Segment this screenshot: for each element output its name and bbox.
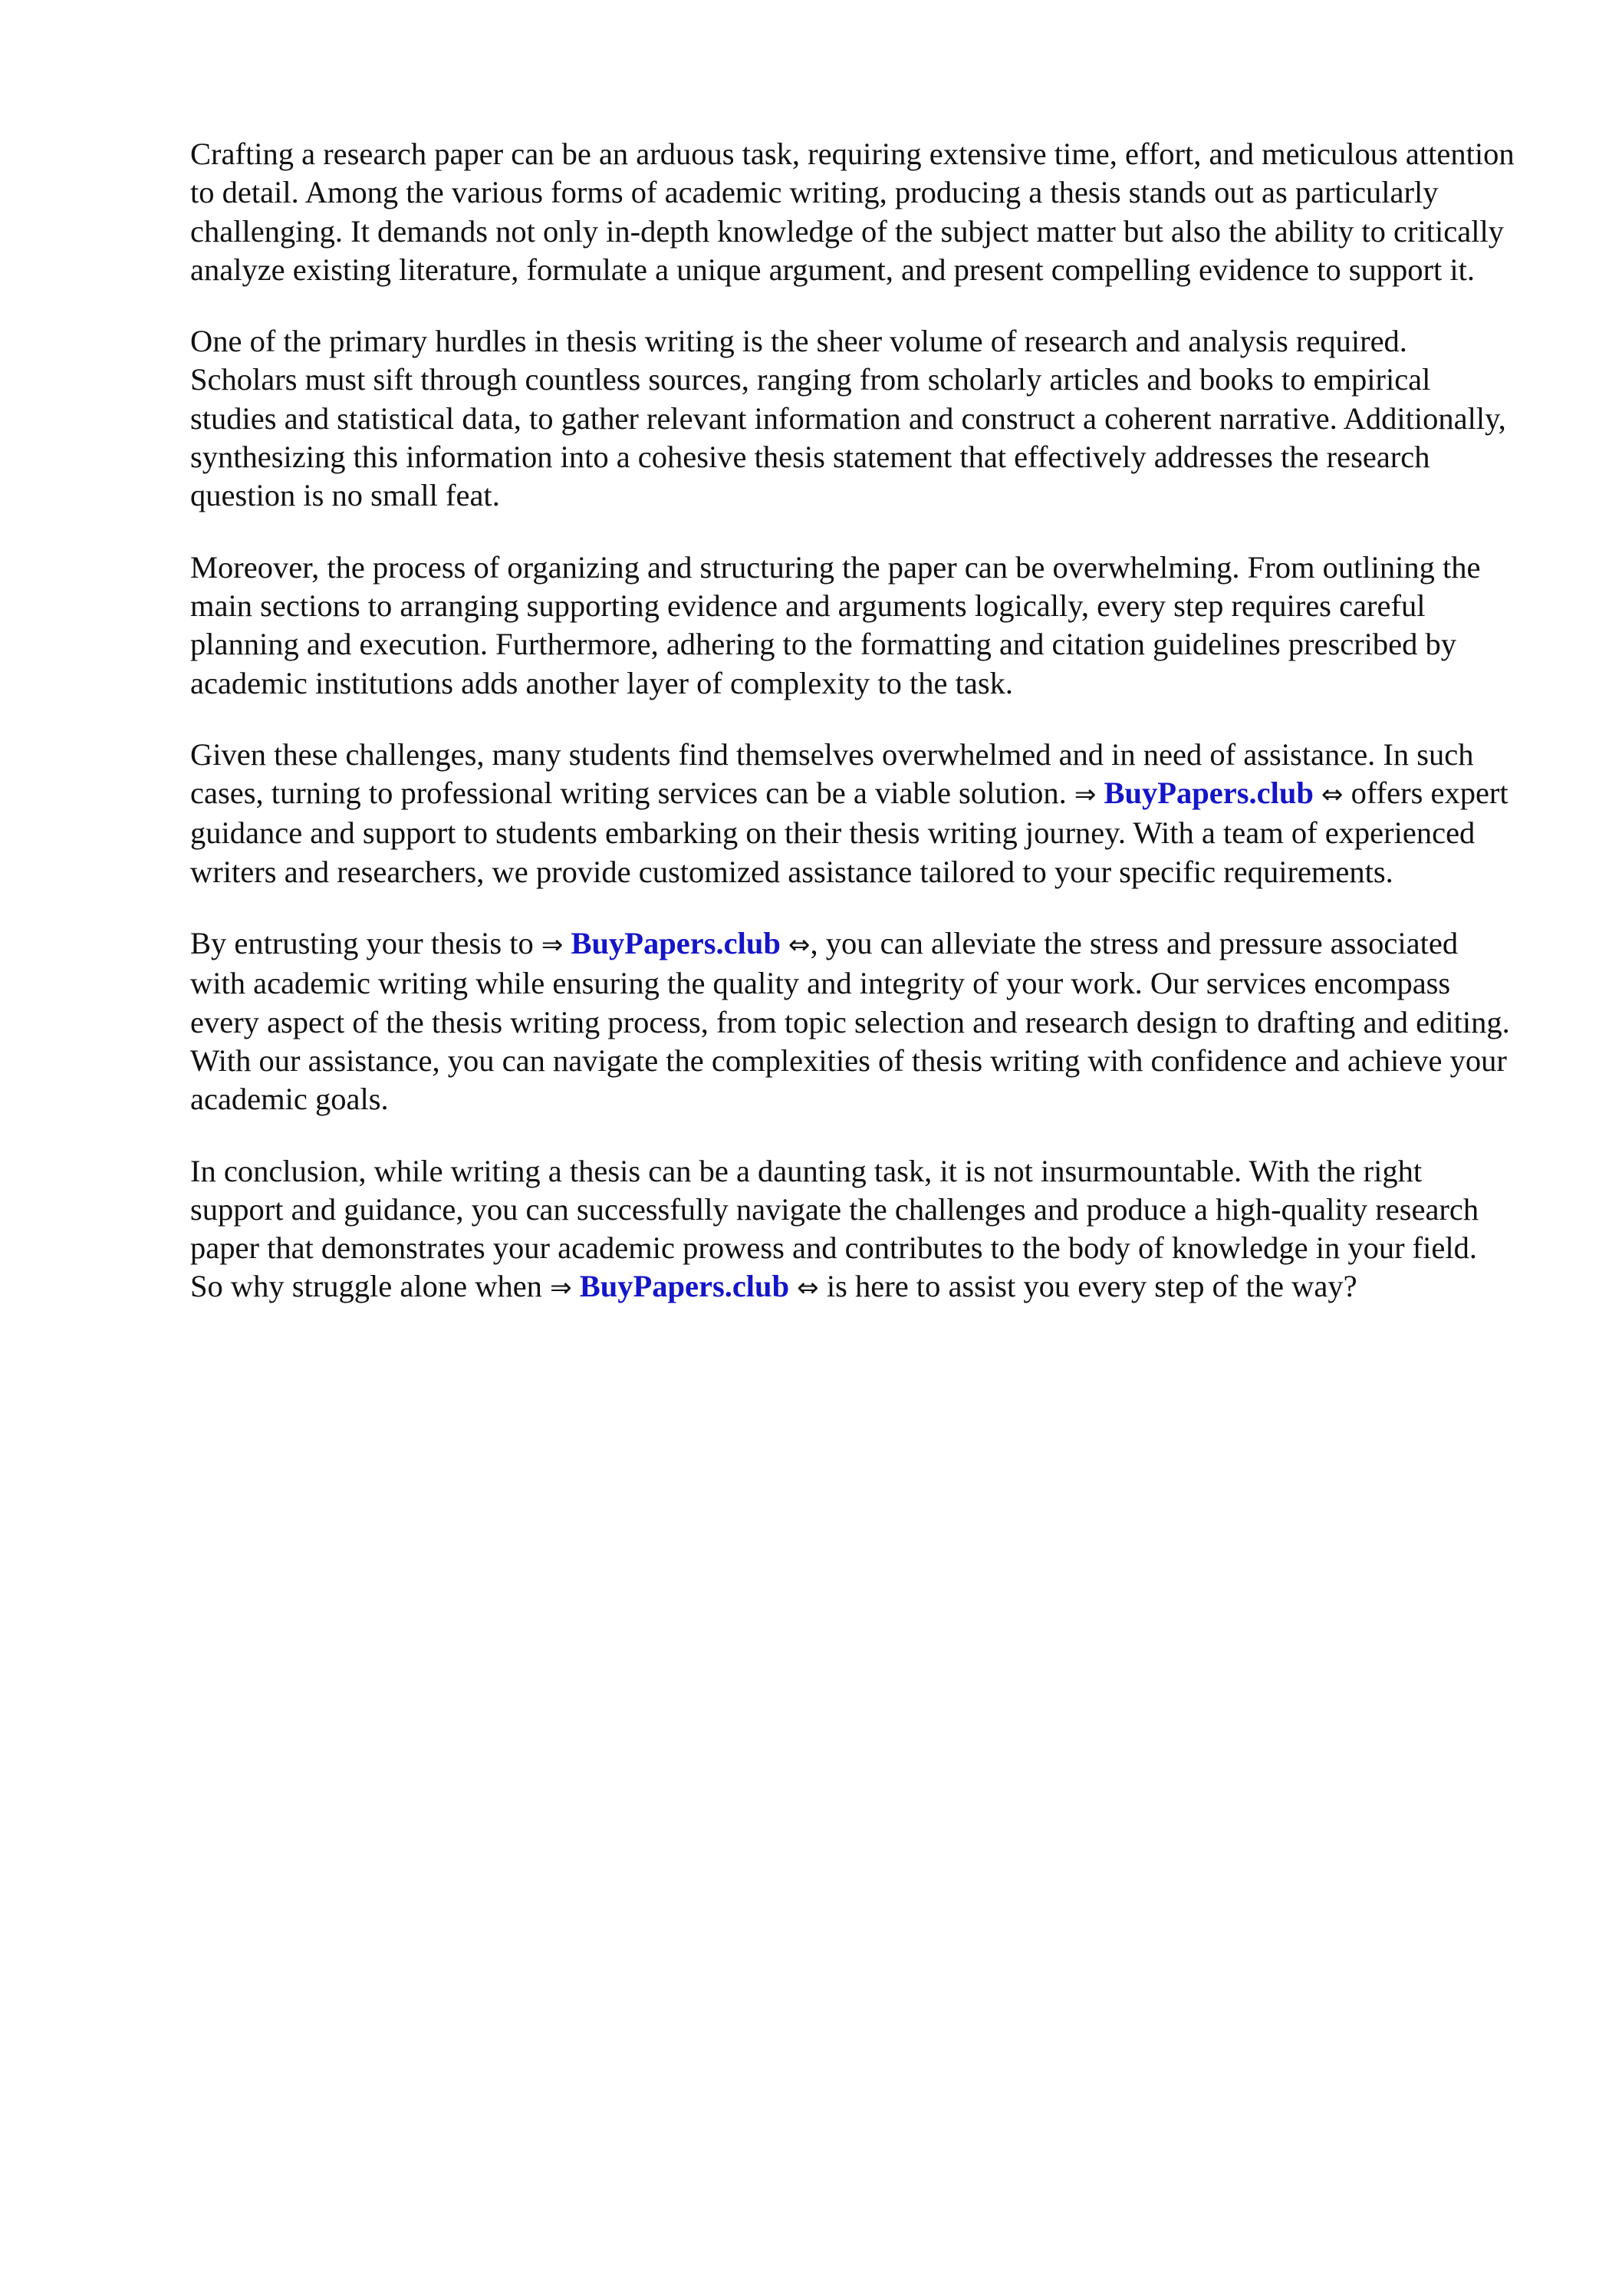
right-arrow-icon: ⇒: [550, 1273, 572, 1304]
paragraph-4-text-after: offers expert guidance and support to students embarking on their thesis writing journey. With a team of experienced writers and researchers, we provide customized assistance tailored to your specific requirements.: [190, 776, 1508, 889]
paragraph-4: [190, 736, 1517, 891]
right-arrow-icon: ⇒: [1074, 779, 1097, 811]
double-arrow-icon: ⇔: [1321, 779, 1344, 811]
right-arrow-icon: ⇒: [541, 930, 564, 961]
paragraph-5-text-after: , you can alleviate the stress and pressure associated with academic writing while ensuring the quality and integrity of your work. Our services encompass every aspect of the thesis writing process, from topic selection and research design to drafting and editing. With our assistance, you can navigate the complexities of thesis writing with confidence and achieve your academic goals.: [190, 926, 1510, 1117]
buypapers-link[interactable]: BuyPapers.club: [579, 1269, 790, 1304]
buypapers-link[interactable]: BuyPapers.club: [1104, 776, 1314, 811]
paragraph-6: [190, 1152, 1517, 1308]
paragraph-4-text-before: Given these challenges, many students find themselves overwhelmed and in need of assistance. In such cases, turning to professional writing services can be a viable solution.: [190, 736, 1474, 811]
double-arrow-icon: ⇔: [797, 1273, 819, 1304]
buypapers-link[interactable]: BuyPapers.club: [571, 926, 781, 961]
paragraph-6-text-after: is here to assist you every step of the way?: [818, 1269, 1357, 1304]
paragraph-2: One of the primary hurdles in thesis writing is the sheer volume of research and analysis required. Scholars must sift through countless sources, ranging from scholarly articles and books to empirical studies and statistical data, to gather relevant information and construct a coherent narrative. Additionally, synthesizing this information into a cohesive thesis statement that effectively addresses the research question is no small feat.: [190, 324, 1506, 513]
paragraph-5-text-before: By entrusting your thesis to: [190, 926, 541, 961]
paragraph-6-text-before: In conclusion, while writing a thesis can be a daunting task, it is not insurmountable. With the right support and guidance, you can successfully navigate the challenges and produce a high-quality research paper that demonstrates your academic prowess and contributes to the body of knowledge in your field. So why struggle alone when: [190, 1153, 1479, 1304]
paragraph-5: [190, 924, 1517, 1118]
paragraph-1: Crafting a research paper can be an arduous task, requiring extensive time, effort, and meticulous attention to detail. Among the various forms of academic writing, producing a thesis stands out as particularly challenging. It demands not only in-depth knowledge of the subject matter but also the ability to critically analyze existing literature, formulate a unique argument, and present compelling evidence to support it.: [190, 137, 1515, 287]
double-arrow-icon: ⇔: [788, 930, 811, 961]
document-body: [190, 135, 1517, 1341]
paragraph-3: Moreover, the process of organizing and structuring the paper can be overwhelming. From outlining the main sections to arranging supporting evidence and arguments logically, every step requires careful planning and execution. Furthermore, adhering to the formatting and citation guidelines prescribed by academic institutions adds another layer of complexity to the task.: [190, 549, 1481, 700]
